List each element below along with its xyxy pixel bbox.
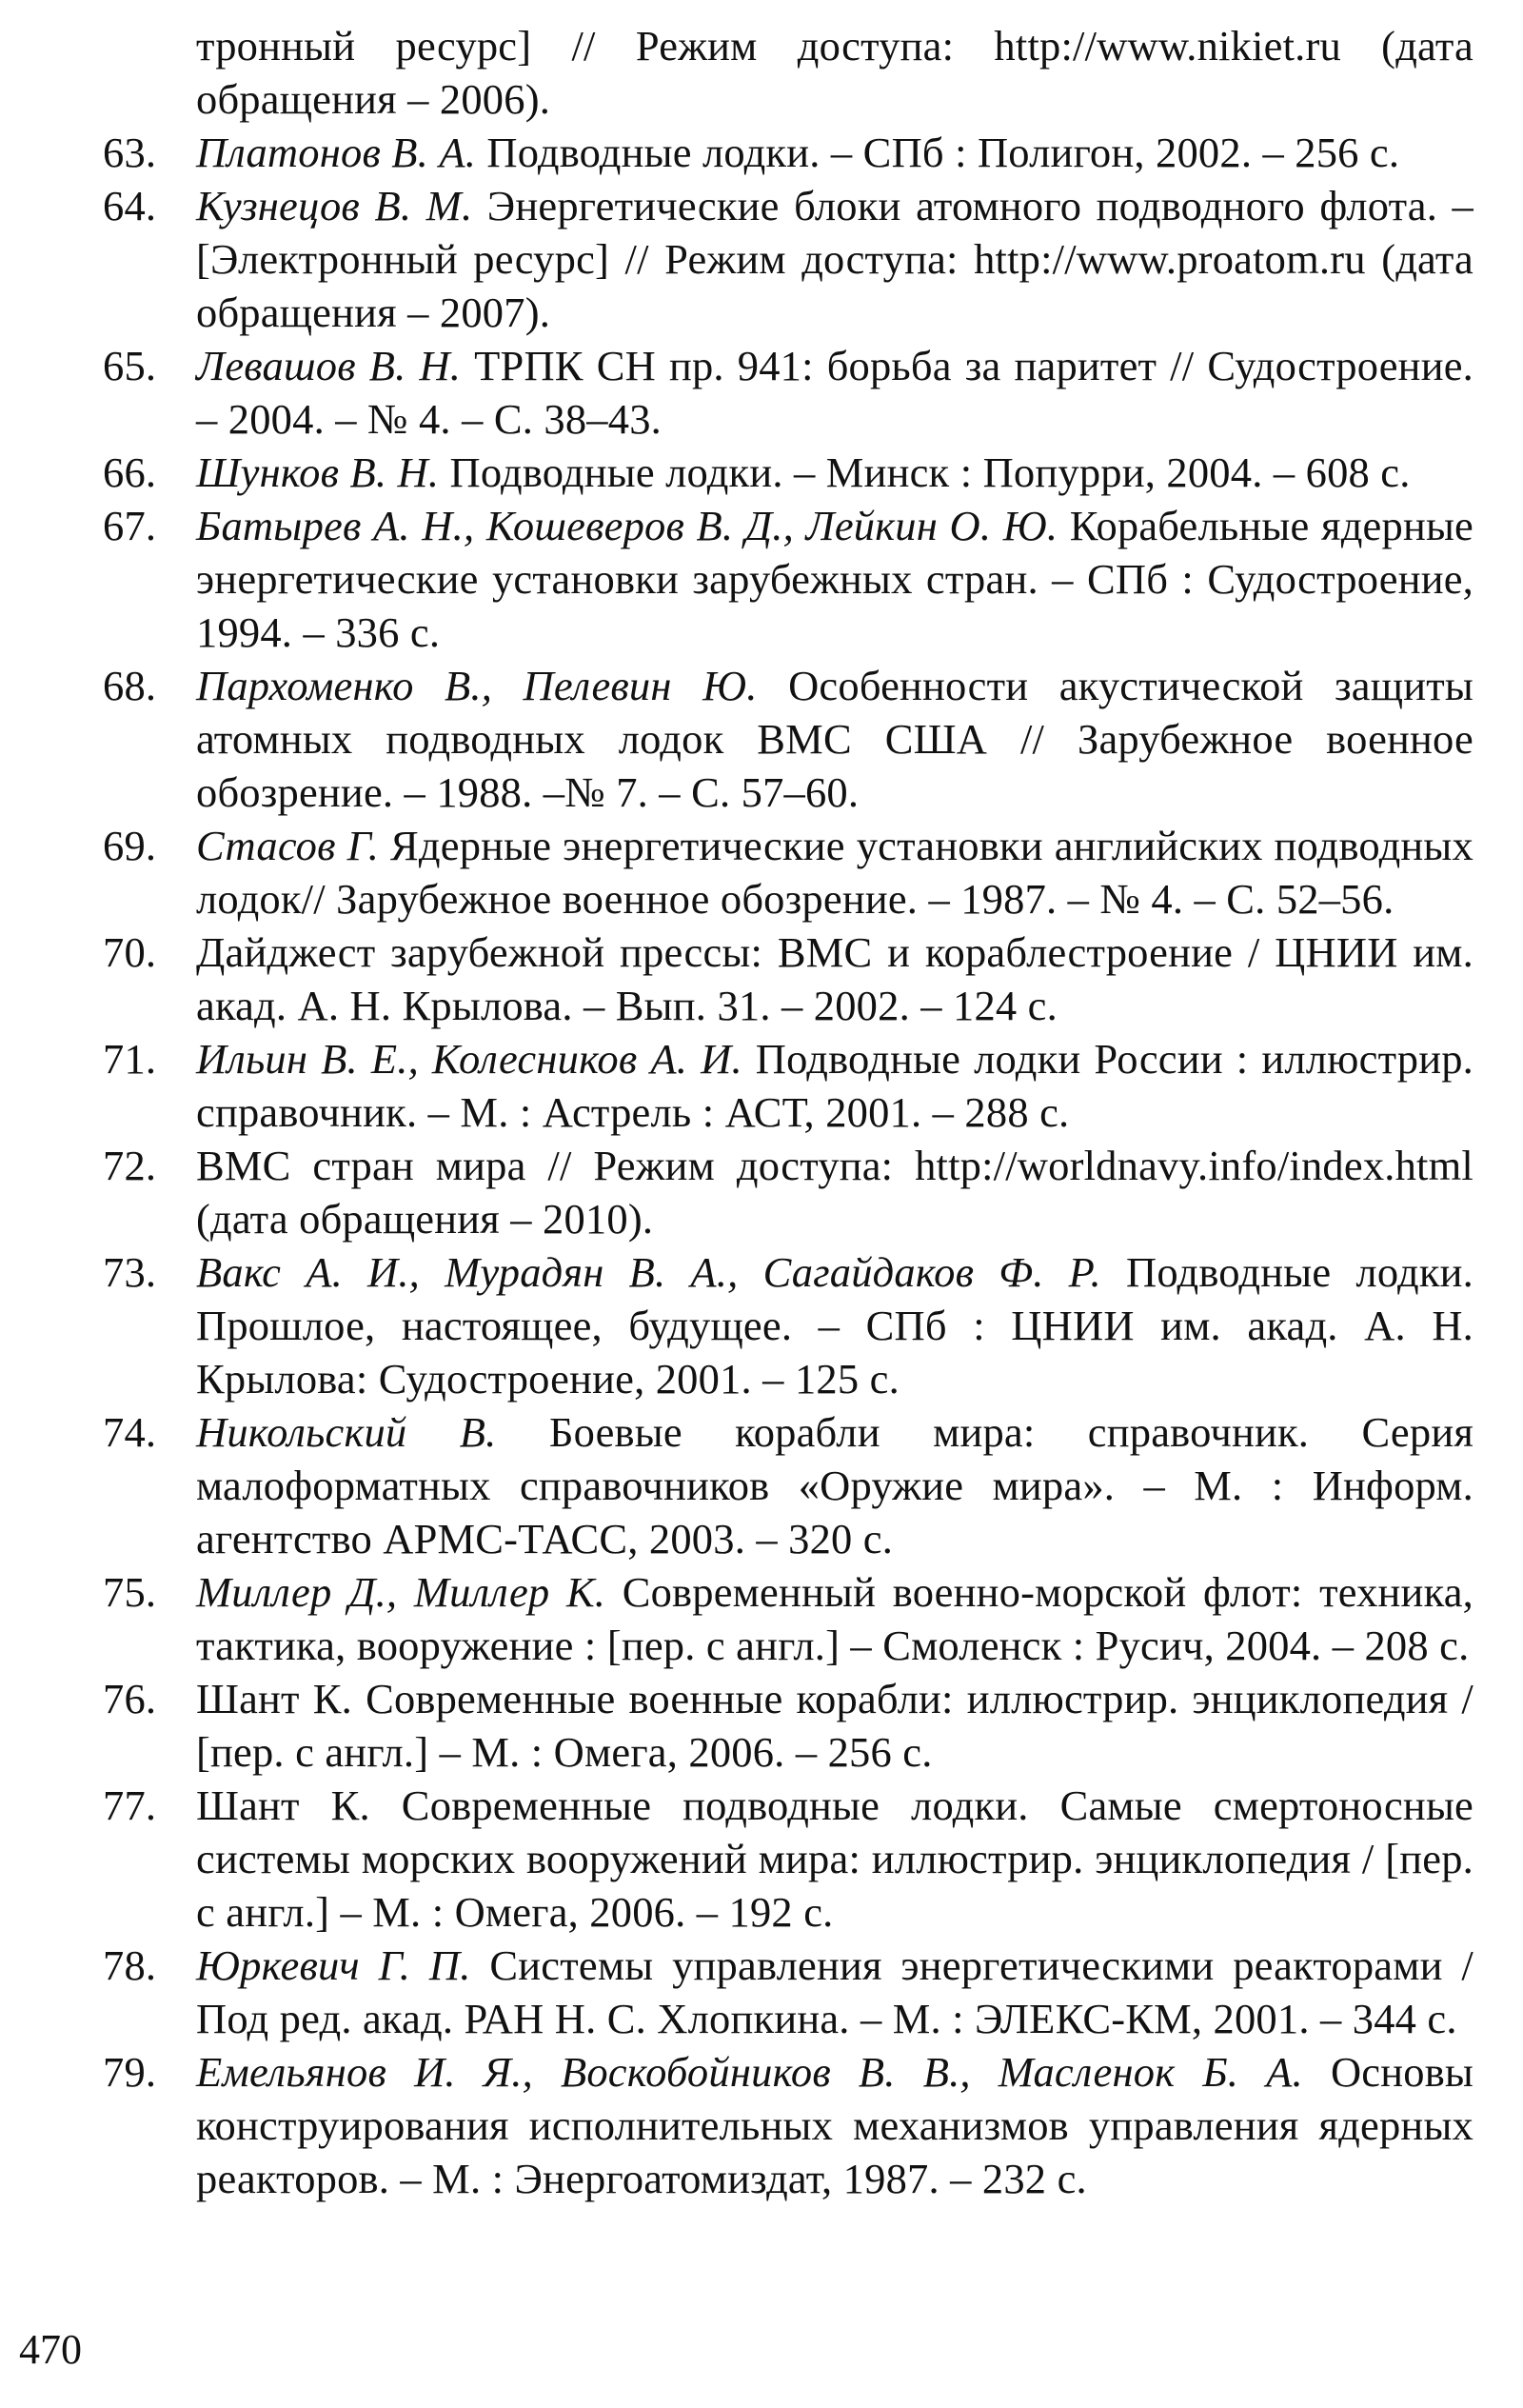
reference-author: Ильин В. Е., Колесников А. И. xyxy=(196,1035,742,1083)
reference-number: 65. xyxy=(103,342,157,389)
reference-author: Платонов В. А. xyxy=(196,129,477,176)
reference-number: 67. xyxy=(103,502,157,549)
reference-item xyxy=(103,19,1474,126)
reference-number: 78. xyxy=(103,1941,157,1989)
reference-text: Системы управления энергетическими реакторами / Под ред. акад. РАН Н. С. Хлопкина. – М. : ЭЛЕКС-КМ, 2001. – 344 с. xyxy=(196,1941,1474,2042)
reference-number: 66. xyxy=(103,448,157,496)
reference-number: 79. xyxy=(103,2048,157,2096)
reference-author: Никольский В. xyxy=(196,1408,497,1456)
reference-number: 72. xyxy=(103,1142,157,1189)
reference-text: Современный военно-морской флот: техника, тактика, вооружение : [пер. с англ.] – Смоленск : Русич, 2004. – 208 с. xyxy=(196,1568,1474,1669)
reference-text: Боевые корабли мира: справочник. Серия малоформатных справочников «Оружие мира». – М. : Информ. агентство АРМС-ТАСС, 2003. – 320 с. xyxy=(196,1408,1474,1562)
reference-item xyxy=(103,1779,1474,1939)
reference-item xyxy=(103,1565,1474,1672)
reference-item xyxy=(103,1139,1474,1245)
reference-number: 73. xyxy=(103,1248,157,1296)
reference-item xyxy=(103,1672,1474,1779)
reference-number: 71. xyxy=(103,1035,157,1083)
reference-text: Шант К. Современные подводные лодки. Самые смертоносные системы морских вооружений мира: иллюстрир. энциклопедия / [пер. с англ.] – М. : Омега, 2006. – 192 с. xyxy=(196,1781,1474,1936)
reference-item xyxy=(103,126,1474,179)
reference-text: Дайджест зарубежной прессы: ВМС и кораблестроение / ЦНИИ им. акад. А. Н. Крылова. – Вып. 31. – 2002. – 124 с. xyxy=(196,928,1474,1029)
reference-item xyxy=(103,499,1474,659)
reference-number: 74. xyxy=(103,1408,157,1456)
reference-text: Особенности акустической защиты атомных подводных лодок ВМС США // Зарубежное военное обозрение. – 1988. –№ 7. – С. 57–60. xyxy=(196,662,1474,816)
reference-number: 68. xyxy=(103,662,157,709)
reference-author: Юркевич Г. П. xyxy=(196,1941,471,1989)
reference-item xyxy=(103,2045,1474,2205)
reference-item xyxy=(103,1939,1474,2045)
reference-author: Миллер Д., Миллер К. xyxy=(196,1568,606,1616)
reference-author: Шунков В. Н. xyxy=(196,448,440,496)
reference-author: Кузнецов В. М. xyxy=(196,182,473,229)
reference-item xyxy=(103,179,1474,339)
reference-number: 77. xyxy=(103,1781,157,1829)
reference-text: Подводные лодки. – Минск : Попурри, 2004. – 608 с. xyxy=(439,448,1411,496)
reference-author: Емельянов И. Я., Воскобойников В. В., Масленок Б. А. xyxy=(196,2048,1303,2096)
reference-number: 64. xyxy=(103,182,157,229)
reference-number: 76. xyxy=(103,1675,157,1722)
reference-text: ВМС стран мира // Режим доступа: http://worldnavy.info/index.html (дата обращения – 2010). xyxy=(196,1142,1474,1243)
reference-item xyxy=(103,1032,1474,1139)
reference-text: Шант К. Современные военные корабли: иллюстрир. энциклопедия / [пер. с англ.] – М. : Омега, 2006. – 256 с. xyxy=(196,1675,1474,1776)
reference-text: ТРПК СН пр. 941: борьба за паритет // Судостроение. – 2004. – № 4. – С. 38–43. xyxy=(196,342,1474,443)
reference-text: Корабельные ядерные энергетические установки зарубежных стран. – СПб : Судостроение, 1994. – 336 с. xyxy=(196,502,1474,656)
reference-number: 70. xyxy=(103,928,157,976)
reference-text: Подводные лодки. – СПб : Полигон, 2002. – 256 с. xyxy=(476,129,1400,176)
reference-author: Вакс А. И., Мурадян В. А., Сагайдаков Ф. Р. xyxy=(196,1248,1101,1296)
reference-author: Батырев А. Н., Кошеверов В. Д., Лейкин О. Ю. xyxy=(196,502,1058,549)
reference-text: Энергетические блоки атомного подводного флота. – [Электронный ресурс] // Режим доступа: http://www.proatom.ru (дата обращения – 2007). xyxy=(196,182,1474,336)
reference-item xyxy=(103,339,1474,446)
page-number: 470 xyxy=(19,2326,82,2373)
reference-item xyxy=(103,446,1474,499)
reference-number: 63. xyxy=(103,129,157,176)
reference-author: Стасов Г. xyxy=(196,822,380,869)
reference-number: 69. xyxy=(103,822,157,869)
reference-item xyxy=(103,1245,1474,1405)
reference-item xyxy=(103,819,1474,925)
reference-list xyxy=(103,19,1474,2205)
reference-text: Основы конструирования исполнительных механизмов управления ядерных реакторов. – М. : Энергоатомиздат, 1987. – 232 с. xyxy=(196,2048,1474,2202)
reference-text: Ядерные энергетические установки английских подводных лодок// Зарубежное военное обозрение. – 1987. – № 4. – С. 52–56. xyxy=(196,822,1474,923)
reference-text: Подводные лодки России : иллюстрир. справочник. – М. : Астрель : АСТ, 2001. – 288 с. xyxy=(196,1035,1474,1136)
reference-item xyxy=(103,925,1474,1032)
reference-text: тронный ресурс] // Режим доступа: http://www.nikiet.ru (дата обращения – 2006). xyxy=(196,22,1474,123)
reference-text: Подводные лодки. Прошлое, настоящее, будущее. – СПб : ЦНИИ им. акад. А. Н. Крылова: Судостроение, 2001. – 125 с. xyxy=(196,1248,1474,1403)
reference-item xyxy=(103,659,1474,819)
reference-author: Пархоменко В., Пелевин Ю. xyxy=(196,662,758,709)
reference-number: 75. xyxy=(103,1568,157,1616)
reference-item xyxy=(103,1405,1474,1565)
reference-author: Левашов В. Н. xyxy=(196,342,462,389)
